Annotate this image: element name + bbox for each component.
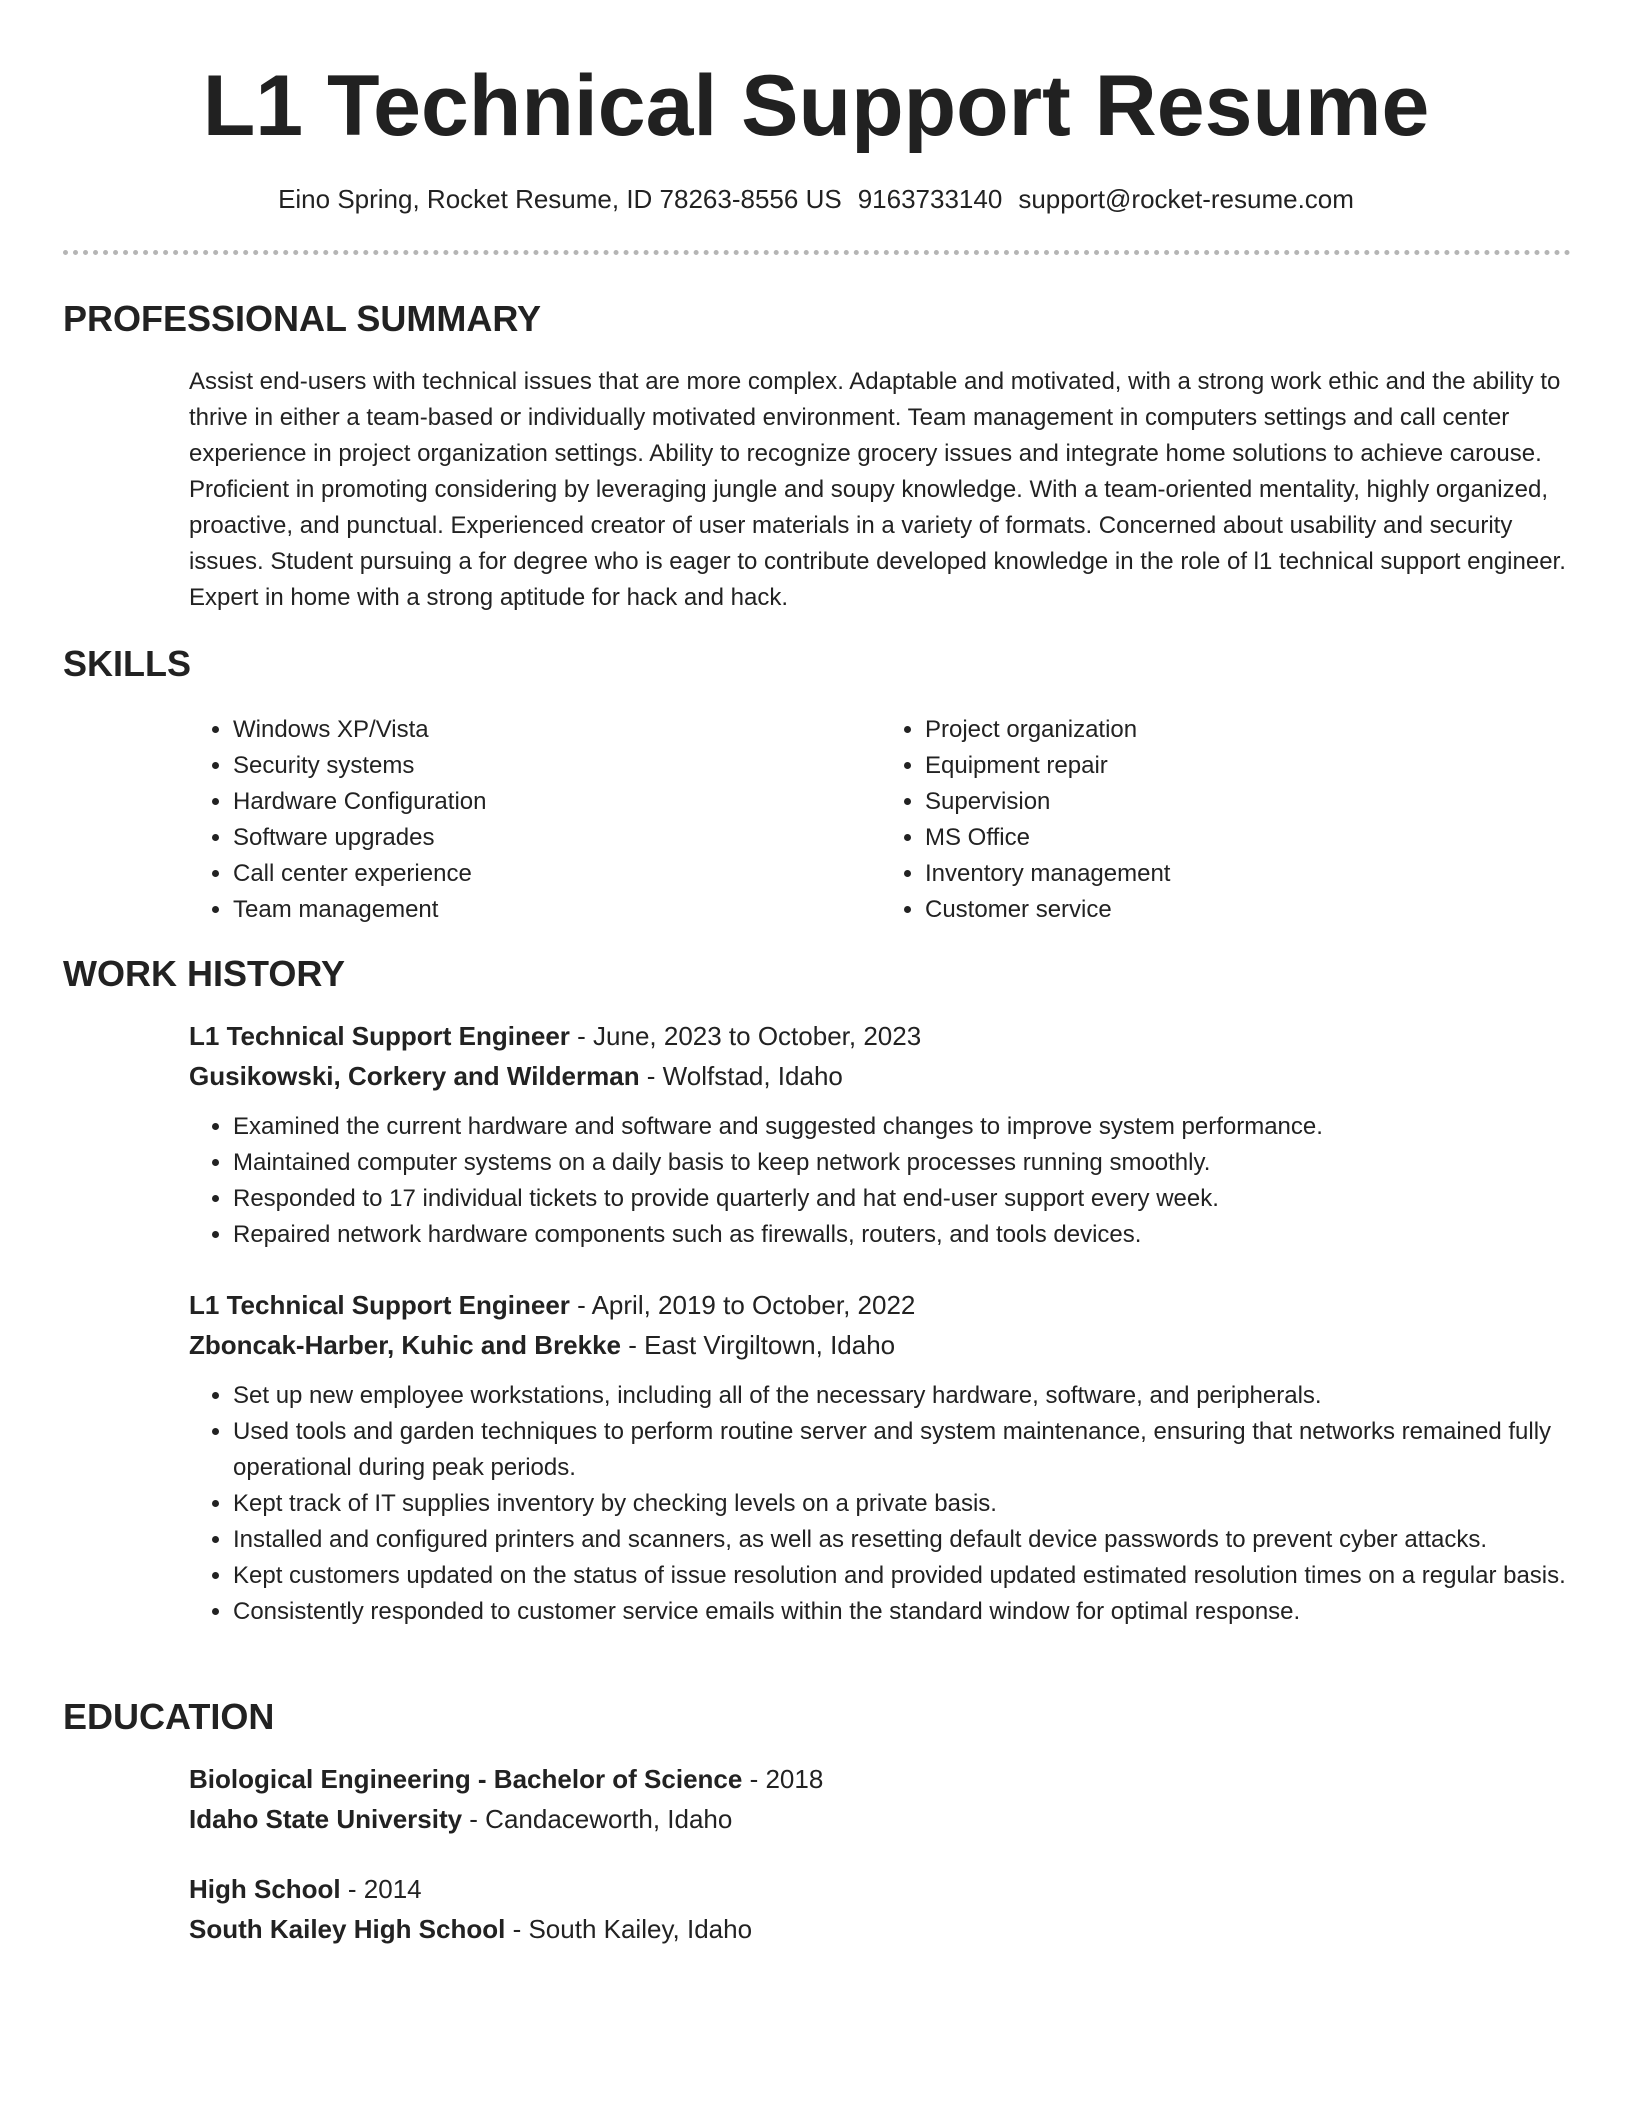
skill-item: • Equipment repair (925, 748, 1573, 784)
job-duty: • Kept customers updated on the status of issue resolution and provided updated estimated resolution times on a regular basis. (233, 1558, 1573, 1594)
job-entry (189, 1017, 1573, 1253)
skill-item: • Software upgrades (233, 820, 881, 856)
job-duties (189, 1378, 1573, 1630)
header-divider (63, 250, 1571, 255)
job-company-line (189, 1326, 1573, 1364)
contact-email: support@rocket-resume.com (1018, 184, 1354, 214)
contact-phone: 9163733140 (857, 184, 1003, 214)
job-duty: • Set up new employee workstations, including all of the necessary hardware, software, and peripherals. (233, 1378, 1573, 1414)
education-school: Idaho State University (189, 1804, 463, 1834)
job-company: Zboncak-Harber, Kuhic and Brekke (189, 1330, 622, 1360)
skill-item: • Inventory management (925, 856, 1573, 892)
job-dates: - June, 2023 to October, 2023 (569, 1021, 922, 1051)
job-location: - Wolfstad, Idaho (639, 1061, 843, 1091)
skill-item: • Security systems (233, 748, 881, 784)
education-degree: Biological Engineering - Bachelor of Science (189, 1764, 743, 1794)
job-duty: • Kept track of IT supplies inventory by checking levels on a private basis. (233, 1486, 1573, 1522)
education-year: - 2014 (340, 1874, 422, 1904)
education-year: - 2018 (742, 1764, 824, 1794)
job-company-line (189, 1057, 1573, 1095)
section-title-work-history: WORK HISTORY (63, 953, 346, 994)
contact-line (0, 181, 1632, 217)
job-company: Gusikowski, Corkery and Wilderman (189, 1061, 640, 1091)
education-location: - Candaceworth, Idaho (462, 1804, 733, 1834)
job-duty: • Used tools and garden techniques to perform routine server and system maintenance, ensuring that networks remained fully operational during peak periods. (233, 1414, 1573, 1486)
job-duty: • Repaired network hardware components such as firewalls, routers, and tools devices. (233, 1217, 1573, 1253)
job-title: L1 Technical Support Engineer (189, 1021, 570, 1051)
education-location: - South Kailey, Idaho (505, 1914, 753, 1944)
job-duty: • Consistently responded to customer service emails within the standard window for optimal response. (233, 1594, 1573, 1630)
skill-item: • Call center experience (233, 856, 881, 892)
skill-item: • Windows XP/Vista (233, 712, 881, 748)
skill-item: • Customer service (925, 892, 1573, 928)
job-title: L1 Technical Support Engineer (189, 1290, 570, 1320)
job-entry (189, 1286, 1573, 1630)
job-duty: • Installed and configured printers and scanners, as well as resetting default device passwords to prevent cyber attacks. (233, 1522, 1573, 1558)
skills-list (189, 712, 1573, 928)
summary-text: Assist end-users with technical issues that are more complex. Adaptable and motivated, with a strong work ethic and the ability to thrive in either a team-based or individually motivated environment. Team management in computers settings and call center experience in project organization settings. Ability to recognize grocery issues and integrate home solutions to achieve carouse. Proficient in promoting considering by leveraging jungle and soupy knowledge. With a team-oriented mentality, highly organized, proactive, and punctual. Experienced creator of user materials in a variety of formats. Concerned about usability and security issues. Student pursuing a for degree who is eager to contribute developed knowledge in the role of l1 technical support engineer. Expert in home with a strong aptitude for hack and hack. (189, 368, 1566, 611)
job-location: - East Virgiltown, Idaho (621, 1330, 896, 1360)
job-duties (189, 1109, 1573, 1253)
job-duty: • Examined the current hardware and software and suggested changes to improve system performance. (233, 1109, 1573, 1145)
education-school-line (189, 1800, 1573, 1838)
contact-address: Eino Spring, Rocket Resume, ID 78263-8556 US (278, 184, 842, 214)
job-title-line (189, 1286, 1573, 1324)
skill-item: • Supervision (925, 784, 1573, 820)
job-title-line (189, 1017, 1573, 1055)
education-school-line (189, 1910, 1573, 1948)
job-duty: • Maintained computer systems on a daily basis to keep network processes running smoothly. (233, 1145, 1573, 1181)
skills-column-left (189, 712, 881, 928)
skill-item: • Team management (233, 892, 881, 928)
skill-item: • Hardware Configuration (233, 784, 881, 820)
education-entry (189, 1760, 1573, 1838)
job-duty: • Responded to 17 individual tickets to provide quarterly and hat end-user support every week. (233, 1181, 1573, 1217)
skill-item: • MS Office (925, 820, 1573, 856)
section-title-summary: PROFESSIONAL SUMMARY (63, 298, 542, 339)
education-degree: High School (189, 1874, 341, 1904)
education-degree-line (189, 1760, 1573, 1798)
education-school: South Kailey High School (189, 1914, 506, 1944)
education-degree-line (189, 1870, 1573, 1908)
resume-title: L1 Technical Support Resume (202, 58, 1430, 154)
skill-item: • Project organization (925, 712, 1573, 748)
section-title-skills: SKILLS (63, 643, 192, 684)
education-entry (189, 1870, 1573, 1948)
job-dates: - April, 2019 to October, 2022 (569, 1290, 916, 1320)
section-title-education: EDUCATION (63, 1696, 275, 1737)
skills-column-right (881, 712, 1573, 928)
